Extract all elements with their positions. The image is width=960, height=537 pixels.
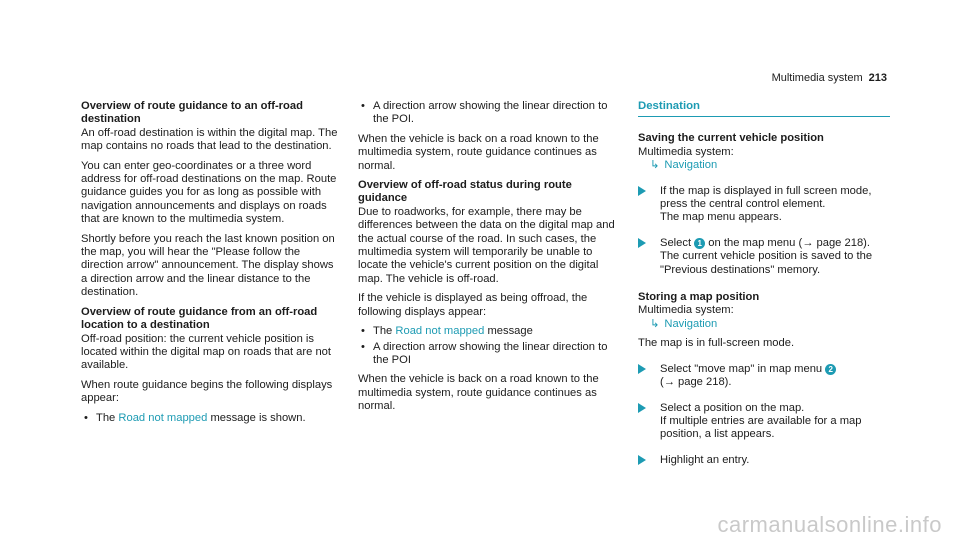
step: Select "move map" in map menu 2 (→ page 218). xyxy=(638,363,890,390)
road-not-mapped-message: Road not mapped xyxy=(395,325,485,338)
heading-offroad-destination: Overview of route guidance to an off-road destination xyxy=(81,100,303,126)
page-number: 213 xyxy=(868,72,887,84)
step: Select 1 on the map menu (→ page 218). The current vehicle position is saved to the "Previous destinations" memory. xyxy=(638,237,890,277)
menu-path xyxy=(638,159,890,172)
column-3 xyxy=(638,100,890,479)
system-label: Multimedia system: xyxy=(638,145,734,158)
step: Select a position on the map. If multiple entries are available for a map position, a list appears. xyxy=(638,402,890,442)
bullet-icon: • xyxy=(84,411,88,424)
step: Highlight an entry. xyxy=(638,454,890,467)
header-section: Multimedia system xyxy=(771,72,863,84)
path-arrow-icon: ↳ xyxy=(650,159,660,172)
step-arrow-icon xyxy=(638,403,646,413)
path-arrow-icon: ↳ xyxy=(650,317,660,330)
paragraph: Due to roadworks, for example, there may be differences between the data on the digital map and the actual course of the road. In such cases, the multimedia system will temporarily be unable to locate the vehicle's current position on the digital map. The vehicle is off-road. xyxy=(358,205,615,285)
callout-badge: 2 xyxy=(825,364,836,375)
step-arrow-icon xyxy=(638,238,646,248)
step-arrow-icon xyxy=(638,364,646,374)
paragraph: When route guidance begins the following displays appear: xyxy=(81,378,333,405)
column-2 xyxy=(358,100,620,420)
paragraph: You can enter geo-coordinates or a three word address for off-road destinations on the map. Route guidance guides you for as long as possible with navigation announcements and displays on roads that are known to the multimedia system. xyxy=(81,159,337,226)
column-1 xyxy=(81,100,341,427)
list-item: • A direction arrow showing the linear direction to the POI xyxy=(361,340,608,366)
paragraph: If the vehicle is displayed as being offroad, the following displays appear: xyxy=(358,292,588,318)
paragraph: When the vehicle is back on a road known to the multimedia system, route guidance continues as normal. xyxy=(358,373,599,413)
paragraph: Off-road position: the current vehicle position is located within the digital map on roads that are not available. xyxy=(81,332,332,372)
heading-offroad-status: Overview of off-road status during route guidance xyxy=(358,179,572,205)
system-label: Multimedia system: xyxy=(638,304,734,317)
callout-badge: 1 xyxy=(694,238,705,249)
bullet-icon: • xyxy=(361,340,365,353)
step: If the map is displayed in full screen mode, press the central control element. The map menu appears. xyxy=(638,185,890,225)
heading-save-position: Saving the current vehicle position xyxy=(638,132,824,145)
page-header xyxy=(772,72,887,85)
navigation-link: Navigation xyxy=(664,159,718,172)
list-item: • A direction arrow showing the linear direction to the POI. xyxy=(361,100,608,126)
step-arrow-icon xyxy=(638,186,646,196)
step-arrow-icon xyxy=(638,455,646,465)
list-item: • The Road not mapped message xyxy=(361,325,533,338)
paragraph: When the vehicle is back on a road known to the multimedia system, route guidance continues as normal. xyxy=(358,132,599,172)
paragraph: Shortly before you reach the last known position on the map, you will hear the "Please follow the direction arrow" announcement. The display shows a direction arrow and the linear distance to the destination. xyxy=(81,232,335,299)
bullet-icon: • xyxy=(361,325,365,338)
paragraph: An off-road destination is within the digital map. The map contains no roads that lead to the destination. xyxy=(81,126,338,153)
road-not-mapped-message: Road not mapped xyxy=(118,411,208,424)
bullet-icon: • xyxy=(361,100,365,112)
menu-path xyxy=(638,318,890,331)
heading-store-map-position: Storing a map position xyxy=(638,291,760,304)
list-item: • The Road not mapped message is shown. xyxy=(84,411,306,424)
paragraph: The map is in full-screen mode. xyxy=(638,337,795,350)
navigation-link: Navigation xyxy=(664,317,718,330)
heading-offroad-location: Overview of route guidance from an off-road location to a destination xyxy=(81,305,318,332)
section-title: Destination xyxy=(638,100,890,117)
watermark: carmanualsonline.info xyxy=(717,511,942,537)
